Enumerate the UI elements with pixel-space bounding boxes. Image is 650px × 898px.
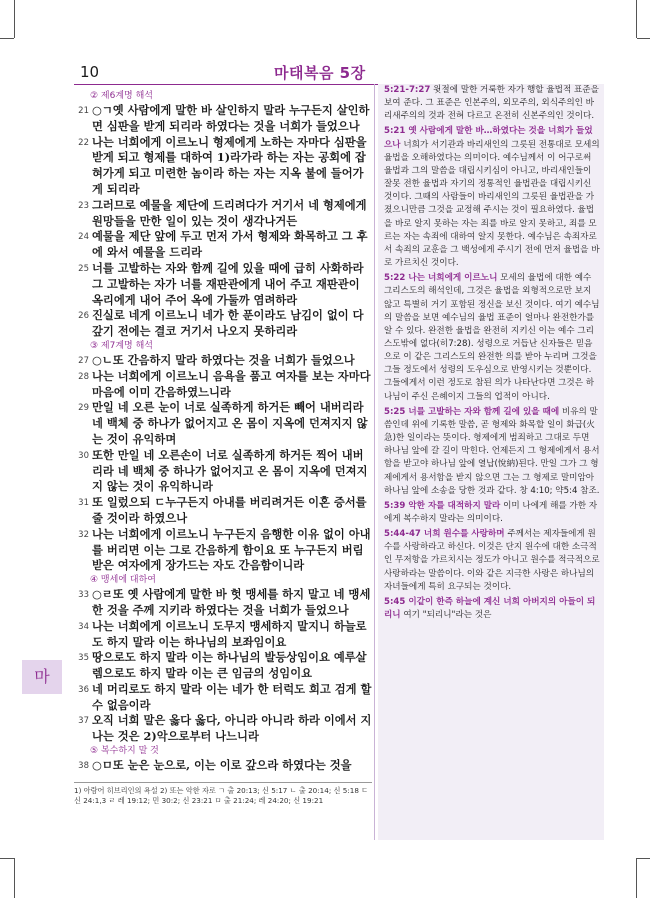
verse-number: 31	[78, 498, 89, 509]
verse	[74, 229, 372, 261]
verse-number: 29	[78, 403, 89, 414]
commentary-entry	[378, 125, 604, 270]
verse	[74, 369, 372, 401]
verse-text: ○ㄹ또 옛 사람에게 말한 바 헛 맹세를 하지 말고 네 맹세한 것을 주께 지키라 하였다는 것을 너희가 들었으나	[92, 587, 371, 617]
commentary-entry	[378, 272, 604, 404]
verse-text: 너를 고발하는 자와 함께 길에 있을 때에 급히 사화하라 그 고발하는 자가 너를 재판관에게 내어 주고 재판관이 옥리에게 내어 주어 옥에 가둘까 염려하라	[92, 260, 364, 307]
crop-mark-top-left-h	[0, 38, 14, 39]
verse	[74, 353, 372, 369]
commentary-reference: 5:22 나는 너희에게 이르노니	[384, 273, 498, 284]
verse	[74, 103, 372, 135]
crop-mark-bottom-left-h	[0, 858, 14, 859]
thumb-index-tab[interactable]: 마	[22, 660, 62, 694]
verse-text: 만일 네 오른 눈이 너로 실족하게 하거든 빼어 내버리라 네 백체 중 하나가 없어지고 온 몸이 지옥에 던져지지 않는 것이 유익하며	[92, 400, 368, 446]
verse-text: ○ㅁ또 눈은 눈으로, 이는 이로 갚으라 하였다는 것을	[92, 758, 352, 773]
commentary-text: 모세의 율법에 대한 예수 그리스도의 해석인데, 그것은 율법을 외형적으로만 보지 않고 특별히 거기 포함된 정신을 보신 것이다. 여기 예수님의 말씀을 보면 예수님의 율법 표준이 얼마나 완전한가를 알 수 있다. 완전한 율법을 완전히 지키신 이는 예수 그리스도밖에 없다(히7:28). 성령으로 거듭난 신자들은 믿음으로 이 같은 그리스도의 완전한 의를 받아 누리며 그것을 그들 정도에서 성령의 도우심으로 반영시키는 것뿐이다. 그들에게서 이런 정도로 참된 의가 나타난다면 그것은 하나님이 주신 은혜이지 그들의 업적이 아니다.	[384, 273, 600, 402]
verse-text: 나는 너희에게 이르노니 누구든지 음행한 이유 없이 아내를 버리면 이는 그로 간음하게 함이요 또 누구든지 버림받은 여자에게 장가드는 자도 간음함이니라	[92, 526, 371, 573]
verse	[74, 713, 372, 745]
verse	[74, 527, 372, 574]
verse	[74, 650, 372, 682]
verse	[74, 758, 372, 774]
verse-text: 땅으로도 하지 말라 이는 하나님의 발등상임이요 예루살렘으로도 하지 말라 이는 큰 임금의 성임이요	[92, 650, 367, 681]
commentary-reference: 5:21-7:27	[384, 85, 431, 95]
verse-text: 네 머리로도 하지 말라 이는 네가 한 터럭도 희고 검게 할 수 없음이라	[92, 681, 372, 712]
verse	[74, 495, 372, 527]
commentary-reference: 5:44-47 너희 원수를 사랑하며	[384, 529, 505, 540]
verse-text: ○ㄴ또 간음하지 말라 하였다는 것을 너희가 들었으나	[92, 352, 355, 367]
verse-text: 진실로 네게 이르노니 네가 한 푼이라도 남김이 없이 다 갚기 전에는 결코 거기서 나오지 못하리라	[92, 308, 364, 339]
verse-text: 또한 만일 네 오른손이 너로 실족하게 하거든 찍어 내버리라 네 백체 중 하나가 없어지고 온 몸이 지옥에 던져지지 않는 것이 유익하니라	[92, 447, 368, 494]
section-heading: ④ 맹세에 대하여	[90, 575, 156, 586]
verse	[74, 308, 372, 340]
page-number: 10	[80, 63, 100, 81]
scripture-column	[74, 90, 372, 807]
verse-number: 34	[78, 621, 89, 632]
crop-mark-bottom-left	[14, 858, 15, 898]
commentary-reference: 5:21 옛 사람에게 말한 바…하였다는 것을 너희가 들었으나	[384, 126, 593, 150]
verse	[74, 400, 372, 447]
verse-text: 또 일렀으되 ㄷ누구든지 아내를 버리려거든 이혼 증서를 줄 것이라 하였으나	[92, 495, 367, 525]
column-divider	[374, 84, 375, 840]
commentary-text: 윗절에 말한 거룩한 자가 행할 율법적 표준을 보여 준다. 그 표준은 인본주의, 외모주의, 외식주의인 바리새주의의 것과 전혀 다르고 온전히 신본주의인 것이다.	[384, 85, 599, 122]
verse-text: ○ㄱ옛 사람에게 말한 바 살인하지 말라 누구든지 살인하면 심판을 받게 되리라 하였다는 것을 너희가 들었으나	[92, 103, 370, 133]
commentary-text: 여기 "되리니"라는 것은	[400, 610, 492, 621]
footnotes: 1) 아람어 히브리인의 욕설 2) 또는 악한 자로 ㄱ 출 20:13; 신 5:17 ㄴ 출 20:14; 신 5:18 ㄷ 신 24:1,3 ㄹ 레 19:12; 민 30:2; 신 23:21 ㅁ 출 21:24; 레 24:20; 신 19:21	[74, 782, 372, 807]
book-chapter-title: 마태복음 5장	[274, 64, 366, 82]
commentary-text: 비유의 말씀인데 위에 기록한 말씀, 곧 형제와 화목할 일이 화급(火急)한 일이라는 뜻이다. 형제에게 범죄하고 그대로 두면 하나님 앞에 갈 길이 막힌다. 언제든지 그 형제에게서 용서함을 받고야 하나님 앞에 열납(悅納)된다. 만일 그가 그 형제에게서 용서함을 받지 않으면 그는 그 형제로 말미암아 하나님 앞에 소송을 당한 것과 같다. 창 4:10; 약5:4 참조.	[384, 406, 600, 496]
commentary-entry	[378, 500, 604, 526]
section-heading: ② 제6계명 해석	[90, 91, 153, 101]
verse	[74, 198, 372, 230]
commentary-text: 너희가 서기관과 바리새인의 그릇된 전통대로 모세의 율법을 오해하였다는 의미이다. 예수님께서 이 어구로써 율법과 그의 말씀을 대립시키심이 아니고, 바리새인들이 잘못 전한 율법과 자기의 정통적인 율법관을 대립시키신 것이다. 그때의 사람들이 바리새인의 그릇된 율법관을 가졌으니만큼 그것을 교정해 주시는 것이 필요하였다. 율법을 바로 알지 못하는 자는 죄를 바로 알지 못하고, 죄를 모르는 자는 속죄에 대하여 알지 못한다. 예수님은 속죄자로서 속죄의 교훈을 그 백성에게 주시기 전에 먼저 율법을 바로 가르치신 것이다.	[384, 139, 600, 269]
verse-text: 나는 너희에게 이르노니 형제에게 노하는 자마다 심판을 받게 되고 형제를 대하여 1)라가라 하는 자는 공회에 잡혀가게 되고 미련한 놈이라 하는 자는 지옥 불에 들어가게 되리라	[92, 134, 367, 196]
commentary-entry	[378, 528, 604, 594]
commentary-entry	[378, 406, 604, 498]
verse	[74, 619, 372, 651]
verse-number: 26	[78, 311, 89, 322]
section-heading: ③ 제7계명 해석	[90, 340, 153, 351]
commentary-reference: 5:45 이같이 한즉 하늘에 계신 너희 아버지의 아들이 되리니	[384, 596, 596, 621]
verse-number: 27	[78, 355, 89, 366]
verse-text: 예물을 제단 앞에 두고 먼저 가서 형제와 화목하고 그 후에 와서 예물을 드리라	[92, 229, 368, 260]
verse-number: 25	[78, 263, 89, 274]
verse-number: 32	[78, 529, 89, 540]
verse-text: 그러므로 예물을 제단에 드리려다가 거기서 네 형제에게 원망들을 만한 일이 있는 것이 생각나거든	[92, 197, 367, 228]
verse-text: 나는 너희에게 이르노니 음욕을 품고 여자를 보는 자마다 마음에 이미 간음하였느니라	[92, 368, 371, 399]
commentary-reference: 5:25 너를 고발하는 자와 함께 길에 있을 때에	[384, 406, 560, 417]
crop-mark-bottom-right-h	[637, 858, 650, 859]
verse-number: 36	[78, 684, 89, 695]
section-heading: ⑤ 복수하지 말 것	[90, 746, 159, 757]
verse-number: 23	[78, 200, 89, 211]
verse-number: 28	[78, 371, 89, 382]
verse-number: 35	[78, 653, 89, 664]
verse-text: 나는 너희에게 이르노니 도무지 맹세하지 말지니 하늘로도 하지 말라 이는 하나님의 보좌임이요	[92, 618, 367, 649]
commentary-entry	[378, 596, 604, 622]
verse	[74, 261, 372, 308]
verse-number: 30	[78, 450, 89, 461]
commentary-reference: 5:39 악한 자를 대적하지 말라	[384, 500, 501, 511]
crop-mark-top-right-h	[637, 38, 650, 39]
verse	[74, 135, 372, 198]
verse-text: 오직 너희 말은 옳다 옳다, 아니라 아니라 하라 이에서 지나는 것은 2)악으로부터 나느니라	[92, 713, 372, 744]
crop-mark-bottom-right	[636, 858, 637, 898]
verse-number: 37	[78, 716, 89, 727]
verse-number: 38	[78, 761, 89, 772]
verse-number: 33	[78, 590, 89, 601]
verse	[74, 682, 372, 714]
crop-mark-top-right	[636, 0, 637, 38]
page-header	[74, 60, 604, 85]
bible-page	[74, 60, 604, 840]
commentary-text: 주께서는 제자들에게 원수를 사랑하라고 하신다. 이것은 단지 원수에 대한 소극적인 무저항을 가르치시는 정도가 아니고 원수를 적극적으로 사랑하라는 말씀이다. 이와 같은 지극한 사랑은 하나님의 자녀들에게 특히 요구되는 것이다.	[384, 529, 600, 592]
verse-number: 22	[78, 137, 89, 148]
commentary-text: 이미 나에게 해를 가한 자에게 복수하지 말라는 의미이다.	[384, 500, 598, 524]
verse	[74, 448, 372, 495]
verse-number: 21	[78, 106, 89, 116]
verse	[74, 587, 372, 619]
crop-mark-top-left	[14, 0, 15, 38]
verse-number: 24	[78, 232, 89, 243]
commentary-entry	[378, 84, 604, 123]
commentary-column	[378, 84, 604, 840]
